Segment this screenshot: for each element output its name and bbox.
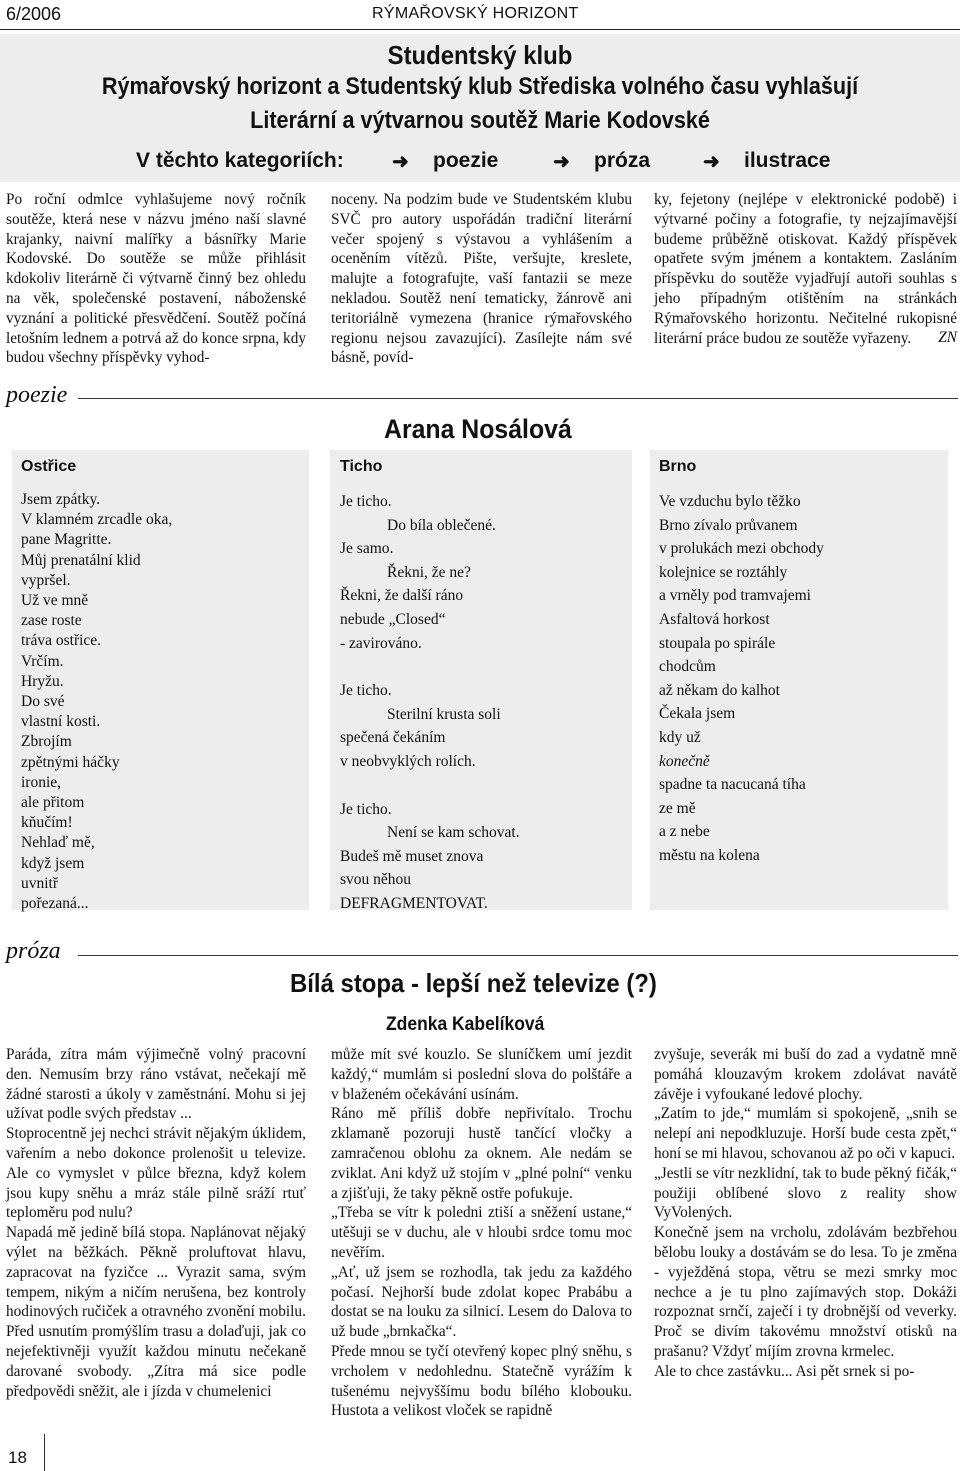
poem-line: Čekala jsem <box>659 705 736 723</box>
prose-paragraph: Paráda, zítra mám výjimečně volný pracovní den. Nemusím brzy ráno vstávat, nečekají mě žádné starosti a úkoly v zaměstnání. Mohu si jej užívat podle svých představ ... <box>6 1046 306 1123</box>
category-prose: próza <box>594 149 651 172</box>
poem-line: ale přitom <box>21 794 85 812</box>
poem-line: Řekni, že ne? <box>387 563 471 581</box>
announcement-column-3 <box>654 190 957 348</box>
poem-line: stoupala po spirále <box>659 634 776 652</box>
prose-paragraph: „Ať, už jsem se rozhodla, tak jedu za každého počasí. Nejhorší bude zdolat kopec Prabábu a dostat se na louku za silnicí. Lesem do Dalova to už bude „brnkačka“. <box>331 1263 632 1341</box>
poem-line: pane Magritte. <box>21 531 112 549</box>
poem-line: městu na kolena <box>659 846 760 864</box>
double-arrow-icon: ➜ <box>392 151 409 173</box>
poem-line: Brno zívalo průvanem <box>659 516 798 534</box>
poem-line: a vrněly pod tramvajemi <box>659 587 811 605</box>
section-label-prose: próza <box>6 938 61 964</box>
section-divider <box>78 955 958 956</box>
poem-line: v prolukách mezi obchody <box>659 540 824 558</box>
poem-line: V klamném zrcadle oka, <box>21 511 173 529</box>
poem-line: když jsem <box>21 854 85 872</box>
poem-line: DEFRAGMENTOVAT. <box>340 894 488 912</box>
prose-paragraph: „Třeba se vítr k poledni ztiší a sněžení ustane,“ utěšuji se v duchu, ale v hloubi srdce tomu moc nevěřím. <box>331 1204 632 1261</box>
poem-line: chodcům <box>659 658 716 676</box>
prose-paragraph: může mít své kouzlo. Se sluníčkem umí jezdit každý,“ mumlám si poslední slova do polštáře a v blaženém očekávání usínám. <box>331 1046 632 1103</box>
poem-line: ze mě <box>659 799 696 817</box>
poem-line: vypršel. <box>21 571 71 589</box>
poetry-author: Arana Nosálová <box>384 414 572 444</box>
prose-paragraph: Konečně jsem na vrcholu, zdolávám bezbřehou bělobu louky a dostávám se do lesa. To je změna - vyježděná stopa, větru se mezi smrky moc nechce a je tu plno zajímavých stop. Dokáži rozpoznat srnčí, zaječí i ty drobnější od veverky. Proč se divím takovému množství otisků na prašanu? Vždyť míjím zrovna krmelec. <box>654 1224 957 1360</box>
signature: ZN <box>938 329 957 347</box>
poem-line: Budeš mě muset znova <box>340 847 484 865</box>
poem-line: kdy už <box>659 728 701 746</box>
poem-line: spečená čekáním <box>340 729 446 747</box>
poem-title: Ostřice <box>21 458 77 475</box>
category-illustration: ilustrace <box>744 149 831 172</box>
poem-line: Už ve mně <box>21 592 89 610</box>
poem-line: spadne ta nacucaná tíha <box>659 776 806 794</box>
club-title: Studentský klub <box>387 40 573 70</box>
categories-label: V těchto kategoriích: <box>136 149 344 172</box>
poem-line: konečně <box>659 752 710 770</box>
poem-ticho <box>330 450 632 910</box>
poem-line: Zbrojím <box>21 733 72 751</box>
issue-number: 6/2006 <box>6 4 62 24</box>
poem-line: Do bíla oblečené. <box>387 516 496 534</box>
poem-brno <box>650 450 948 910</box>
prose-paragraph: „Jestli se vítr nezklidní, tak to bude pěkný fičák,“ použiji oblíbené slovo z reality show VyVolených. <box>654 1164 957 1222</box>
poem-line: kňučím! <box>21 814 73 832</box>
poem-line: a z nebe <box>659 823 710 841</box>
poem-line: - zavirováno. <box>340 634 422 652</box>
page-number-divider <box>44 1434 45 1471</box>
poem-title: Brno <box>659 458 697 475</box>
poem-line: Je ticho. <box>340 682 392 700</box>
competition-title: Literární a výtvarnou soutěž Marie Kodovské <box>250 107 710 134</box>
poem-line: až někam do kalhot <box>659 681 780 699</box>
announcement-text: Po roční odmlce vyhlašujeme nový ročník soutěže, která nese v názvu jméno naší slavné krajanky, naivní malířky a básnířky Marie Kodovské. Do soutěže se může přihlásit kdokoliv literárně či výtvarně činný bez ohledu na věk, společenské postavení, náboženské vyznání a politické přesvědčení. Soutěž počíná letošním lednem a potrvá až do konce srpna, kdy budou všechny příspěvky vyhod- <box>6 191 306 367</box>
prose-paragraph: „Zatím to jde,“ mumlám si spokojeně, „snih se nelepí ani nepodkluzuje. Horší bude cesta zpět,“ honí se mi hlavou, schovanou až po oči v kapuci. <box>654 1105 957 1162</box>
poem-line: Je ticho. <box>340 493 392 510</box>
prose-column-1 <box>6 1045 306 1401</box>
poem-line: Jsem zpátky. <box>21 491 101 508</box>
magazine-title: RÝMAŘOVSKÝ HORIZONT <box>372 5 579 22</box>
poem-line: Je ticho. <box>340 800 392 818</box>
poem-body <box>21 490 300 914</box>
double-arrow-icon: ➜ <box>703 151 720 173</box>
poem-body <box>659 490 939 868</box>
prose-paragraph: Stoprocentně jej nechci strávit nějakým úklidem, vařením a nebo dokonce prolenošit u televize. Ale co vymyslet v půlce března, když kolem jsou kupy sněhu a mráz stále pilně sráží rtuť teploměru pod nulu? <box>6 1125 306 1222</box>
poem-line: Můj prenatální klid <box>21 551 141 569</box>
double-arrow-icon: ➜ <box>553 151 570 173</box>
poem-line: Hryžu. <box>21 672 64 690</box>
poem-line: tráva ostřice. <box>21 632 102 650</box>
prose-title: Bílá stopa - lepší než televize (?) <box>290 968 657 998</box>
announcement-line: Rýmařovský horizont a Studentský klub Střediska volného času vyhlašují <box>101 73 859 100</box>
prose-paragraph: Napadá mě jedině bílá stopa. Naplánovat nějaký výlet na běžkách. Pěkně proluftovat hlavu, zapracovat na fyzičce ... Vyrazit sama, svým tempem, nikým a ničím nerušena, bez kontroly hodinových ručiček a otravného zvonění mobilu. <box>6 1224 306 1321</box>
category-poetry: poezie <box>433 149 499 172</box>
page-header <box>0 0 960 30</box>
poem-line: svou něhou <box>340 871 412 889</box>
prose-column-3 <box>654 1045 957 1382</box>
poem-line: Asfaltová horkost <box>659 610 770 628</box>
prose-paragraph: zvyšuje, severák mi buší do zad a vydatně mně pomáhá klouzavým krokem zdolávat navátě závěje i vyfoukané ledové plochy. <box>654 1046 957 1103</box>
poem-line: uvnitř <box>21 874 59 892</box>
prose-paragraph: Přede mnou se tyčí otevřený kopec plný sněhu, s vrcholem v nedohlednu. Statečně vyrážím k tušenému nejvyššímu bodu bílého klobouku. Hustota a velikost vloček se rapidně <box>331 1342 632 1420</box>
poem-line: zpětnými háčky <box>21 753 120 771</box>
poem-line: v neobvyklých rolích. <box>340 752 476 770</box>
poem-line <box>340 774 622 798</box>
poem-line: Ve vzduchu bylo těžko <box>659 493 801 510</box>
page-number: 18 <box>8 1448 27 1467</box>
announcement-text: noceny. Na podzim bude ve Studentském klubu SVČ pro autory uspořádán tradiční literární večer spojený s výstavou a vyhlášením a oceněním vítězů. Pište, veršujte, kreslete, malujte a fotografujte, vaší fantazii se meze nekladou. Soutěž není tematicky, žánrově ani teritoriálně vymezena (hranice rýmařovského regionu nejsou zavazující). Zasílejte nám své básně, povíd- <box>331 191 632 367</box>
prose-paragraph: Ale to chce zastávku... Asi pět srnek si po- <box>654 1362 915 1380</box>
poem-line: pořezaná... <box>21 895 89 913</box>
announcement-column-2 <box>331 190 632 368</box>
poem-line: nebude „Closed“ <box>340 610 446 628</box>
poem-line: ironie, <box>21 773 62 791</box>
announcement-column-1 <box>6 190 306 368</box>
section-label-poetry: poezie <box>6 382 68 408</box>
poem-line: vlastní kosti. <box>21 713 101 731</box>
poem-line: Není se kam schovat. <box>387 824 520 842</box>
poem-body <box>340 490 622 916</box>
prose-column-2 <box>331 1045 632 1421</box>
prose-author: Zdenka Kabelíková <box>386 1014 545 1035</box>
announcement-text: ky, fejetony (nejlépe v elektronické podobě) i výtvarné počiny a fotografie, ty nejzajímavější budeme průběžně otiskovat. Každý příspěvek opatřete svým jménem a kontaktem. Zasláním příspěvku do soutěže vyjadřují autoři souhlas s jeho případným otištěním na stránkách Rýmařovského horizontu. Nečitelné rukopisné literární práce budou ze soutěže vyřazeny. <box>654 191 957 347</box>
poem-line: zase roste <box>21 612 82 630</box>
prose-paragraph: Ráno mě příliš dobře nepřivítalo. Trochu zklamaně pozoruji hustě tančící vločky a zamračenou oblohu za oknem. Ale nedám se zviklat. Ani když už stojím v „plné polní“ venku a zjišťuji, že taky pěkně ostře pofukuje. <box>331 1105 632 1202</box>
categories-row <box>0 149 960 177</box>
prose-paragraph: Před usnutím promýšlím trasu a dolaďuji, jak co nejefektivněji využít každou minutu nečekaně darované svobody. „Zítra má sice podle předpovědi sněžit, ale i jízda v chumelenici <box>6 1323 306 1400</box>
poem-line: kolejnice se roztáhly <box>659 563 788 581</box>
poem-line: Je samo. <box>340 540 394 558</box>
poem-line: Vrčím. <box>21 652 64 670</box>
poem-line: Nehlaď mě, <box>21 834 95 852</box>
poem-line <box>340 655 622 679</box>
section-divider <box>78 398 958 399</box>
poem-line: Do své <box>21 693 65 711</box>
poem-line: Řekni, že další ráno <box>340 587 464 605</box>
poem-ostrice <box>12 450 309 913</box>
poem-line: Sterilní krusta soli <box>387 705 501 723</box>
poem-title: Ticho <box>340 458 383 475</box>
